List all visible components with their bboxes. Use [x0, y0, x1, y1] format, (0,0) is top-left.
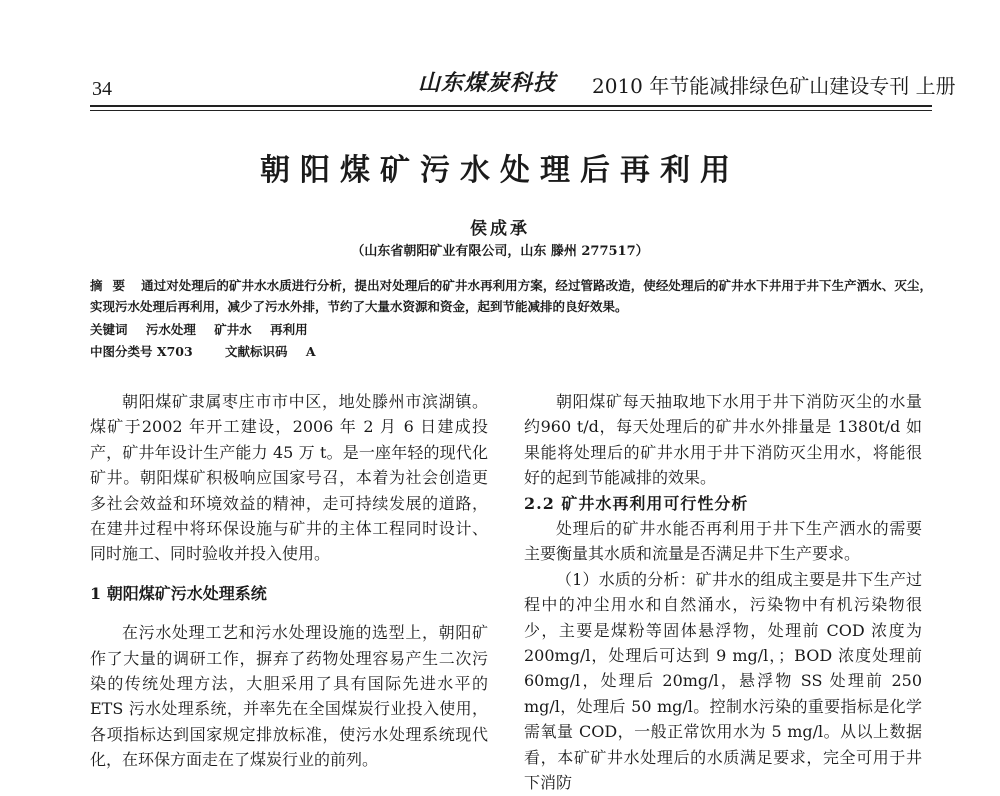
class-label: 中图分类号 — [90, 344, 153, 359]
doc-label: 文献标识码 — [225, 344, 288, 359]
affiliation: （山东省朝阳矿业有限公司，山东 滕州 277517） — [351, 244, 649, 259]
issue-title: 2010 年节能减排绿色矿山建设专刊 上册 — [592, 74, 956, 98]
abstract-label: 摘要 — [90, 278, 136, 293]
section-heading: 1 朝阳煤矿污水处理系统 — [90, 583, 267, 603]
header-rule — [90, 105, 932, 107]
left-column — [90, 389, 488, 773]
page-number: 34 — [92, 78, 112, 100]
author: 侯成承 — [470, 219, 530, 239]
abstract — [90, 275, 932, 317]
paragraph: 在污水处理工艺和污水处理设施的选型上，朝阳矿作了大量的调研工作，摒弃了药物处理容易产生二次污染的传统处理方法，大胆采用了具有国际先进水平的 ETS 污水处理系统，并率先在全国煤炭行业投入使用，各项指标达到国家规定排放标准，使污水处理系统现代化，在环保方面走在了煤炭行业的前列。 — [90, 623, 488, 770]
paragraph: （1）水质的分析：矿井水的组成主要是井下生产过程中的冲尘用水和自然涌水，污染物中有机污染物很少，主要是煤粉等固体悬浮物，处理前 COD 浓度为 200mg/l，处理后可达到 9 mg/l，；BOD 浓度处理前 60mg/l，处理后 20mg/l，悬浮物 SS 处理前 250 mg/l，处理后 50 mg/l。控制水污染的重要指标是化学需氧量 COD，一般正常饮用水为 5 mg/l。从以上数据看，本矿矿井水处理后的水质满足要求，完全可用于井下消防 — [524, 569, 922, 793]
header-rule-thin — [90, 110, 932, 111]
classification-line — [90, 342, 316, 360]
article-title: 朝阳煤矿污水处理后再利用 — [260, 153, 740, 188]
keywords-line — [90, 320, 308, 338]
doc-value: A — [305, 344, 316, 359]
keyword: 再利用 — [270, 322, 308, 337]
keyword: 矿井水 — [214, 322, 252, 337]
paragraph: 朝阳煤矿每天抽取地下水用于井下消防灭尘的水量约960 t/d，每天处理后的矿井水外排量是 1380t/d 如果能将处理后的矿井水用于井下消防灭尘用水，将能很好的起到节能减排的效果。 — [524, 392, 922, 488]
subsection-heading: 2.2 矿井水再利用可行性分析 — [524, 493, 749, 513]
keyword: 污水处理 — [145, 322, 196, 337]
paragraph: 处理后的矿井水能否再利用于井下生产洒水的需要主要衡量其水质和流量是否满足井下生产要求。 — [524, 519, 922, 564]
class-value: X703 — [156, 344, 193, 359]
abstract-text: 通过对处理后的矿井水水质进行分析，提出对处理后的矿井水再利用方案，经过管路改造，使经处理后的矿井水下井用于井下生产洒水、灭尘，实现污水处理后再利用，减少了污水外排，节约了大量水资源和资金，起到节能减排的良好效果。 — [90, 278, 932, 314]
right-column — [524, 389, 922, 796]
journal-logo: 山东煤炭科技 — [418, 70, 557, 96]
keywords-label: 关键词 — [90, 322, 128, 337]
paragraph: 朝阳煤矿隶属枣庄市市中区，地处滕州市滨湖镇。煤矿于2002 年开工建设，2006 年 2 月 6 日建成投产，矿井年设计生产能力 45 万 t。是一座年轻的现代化矿井。朝阳煤矿积极响应国家号召，本着为社会创造更多社会效益和环境效益的精神，走可持续发展的道路，在建井过程中将环保设施与矿井的主体工程同时设计、同时施工、同时验收并投入使用。 — [90, 392, 488, 564]
